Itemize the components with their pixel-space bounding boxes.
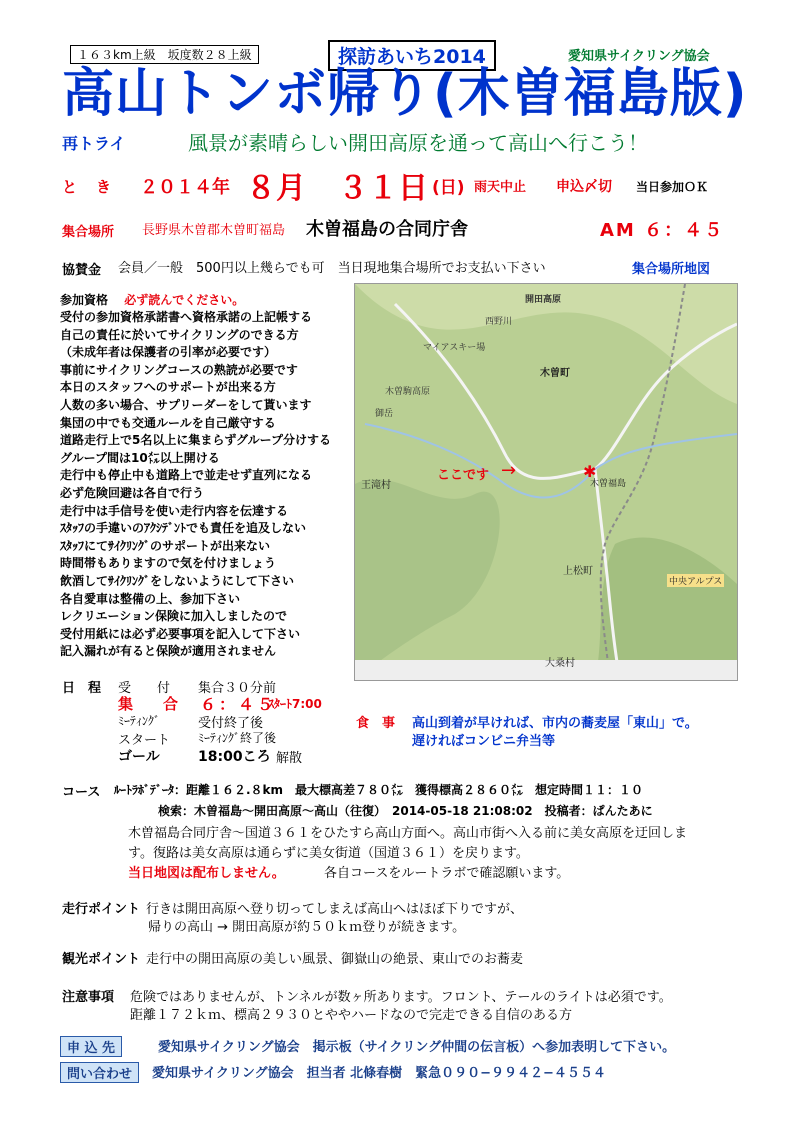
date-month: ８月 [246, 171, 306, 206]
grade-badge: １６３km上級 坂度数２８上級 [70, 45, 259, 64]
schedule-label: 日 程 [62, 681, 102, 696]
star-marker-icon: ✱ [583, 462, 597, 481]
rule-line: 飲酒してｻｲｸﾘﾝｸﾞをしないようにして下さい [60, 573, 295, 588]
rule-line: 時間帯もありますので気を付けましょう [60, 556, 277, 571]
meet-time: AM ６：４５ [600, 220, 725, 241]
sched-r2a: 集 合 [118, 695, 179, 713]
ride-point-label: 走行ポイント [62, 902, 141, 917]
meet-place: 木曽福島の合同庁舎 [306, 219, 468, 240]
meal-label: 食 事 [356, 716, 396, 731]
date-day: ３１日 [338, 171, 428, 206]
sched-r1a: 受 付 [118, 681, 171, 696]
sched-r5b: 18:00ころ [198, 749, 271, 765]
rule-line: レクリエーション保険に加入しましたので [60, 609, 288, 624]
meal-line-1: 高山到着が早ければ、市内の蕎麦屋「東山」で。 [412, 716, 698, 731]
view-point-label: 観光ポイント [62, 952, 141, 967]
course-desc-2: す。復路は美女高原は通らずに美女街道（国道３６１）を戻ります。 [128, 846, 529, 861]
deadline-label: 申込〆切 [556, 179, 612, 195]
sched-r4a: スタート [118, 733, 171, 748]
caution-1: 危険ではありませんが、トンネルが数ヶ所あります。フロント、テールのライトは必須です。 [130, 990, 672, 1005]
contact-label: 問い合わせ [60, 1062, 139, 1083]
meeting-map[interactable] [354, 283, 738, 681]
map-place-10: マイアスキー場 [423, 343, 486, 353]
arrow-right-icon: → [501, 460, 517, 481]
rule-line: 走行中も停止中も道路上で並走せず直列になる [60, 468, 313, 483]
sched-r5a: ゴール [118, 749, 160, 765]
caution-label: 注意事項 [62, 990, 115, 1005]
map-label: 集合場所地図 [632, 262, 711, 277]
rule-line: 本日のスタッフへのサポートが出来る方 [60, 380, 276, 395]
check-note: 各自コースをルートラボで確認願います。 [324, 866, 570, 881]
map-place-6: 上松町 [563, 566, 593, 577]
map-place-5: 王滝村 [361, 480, 391, 491]
course-label: コース [62, 785, 101, 800]
rules-list [60, 309, 331, 661]
sched-r3b: 受付終了後 [198, 716, 264, 731]
map-place-11: 木曽駒高原 [385, 387, 431, 397]
map-place-8: 中央アルプス [667, 574, 724, 587]
rule-line: 事前にサイクリングコースの熟読が必要です [60, 362, 298, 377]
meal-line-2: 遅ければコンビニ弁当等 [412, 734, 556, 749]
apply-label: 申 込 先 [60, 1036, 122, 1057]
rule-line: 道路走行上で5名以上に集まらずグループ分けする [60, 433, 332, 448]
course-search: 検索：木曽福島～開田高原～高山（往復） 2014-05-18 21:08:02 投稿者：ぱんたあに [158, 804, 653, 818]
rule-line: 人数の多い場合、サプリーダーをして貰います [60, 397, 312, 412]
fee-label: 協賛金 [62, 263, 102, 278]
sched-r3a: ﾐｰﾃｨﾝｸﾞ [118, 714, 161, 728]
map-place-2: 西野川 [485, 317, 513, 327]
rule-line: 受付用紙には必ず必要事項を記入して下さい [60, 626, 301, 641]
date-label: と き [62, 178, 114, 196]
rule-line: ｽﾀｯﾌの手違いのｱｸｼﾃﾞﾝﾄでも責任を追及しない [60, 521, 307, 536]
rule-line: 必ず危険回避は各自で行う [60, 485, 205, 500]
page-title: 高山トンボ帰り(木曽福島版) [62, 64, 748, 124]
rule-line: 受付の参加資格承諾書へ資格承諾の上記帳する [60, 310, 313, 324]
map-place-1: 開田高原 [525, 295, 562, 305]
rules-head: 参加資格 [60, 293, 109, 307]
ride-point-1: 行きは開田高原へ登り切ってしまえば高山へはほぼ下りですが、 [146, 902, 524, 917]
view-point: 走行中の開田高原の美しい風景、御嶽山の絶景、東山でのお蕎麦 [146, 952, 524, 967]
map-place-9: 木曽福島 [590, 479, 627, 489]
contact-text: 愛知県サイクリング協会 担当者 北條春樹 緊急０９０−９９４２−４５５４ [152, 1066, 606, 1081]
meet-label: 集合場所 [62, 225, 115, 240]
map-place-4: 御岳 [375, 409, 394, 419]
apply-text: 愛知県サイクリング協会 掲示板（サイクリング仲間の伝言板）へ参加表明して下さい。 [158, 1040, 676, 1055]
map-place-7: 大桑村 [545, 658, 575, 669]
sched-r5c: 解散 [276, 751, 303, 766]
rules-heading [60, 291, 244, 308]
date-year: ２０１４年 [140, 177, 230, 198]
rain-note: 雨天中止 [474, 180, 527, 195]
sched-r2b: ６：４５ [200, 695, 277, 714]
sched-r4b: ﾐｰﾃｨﾝｸﾞ終了後 [198, 731, 277, 745]
rule-line: （未成年者は保護者の引率が必要です） [60, 345, 277, 360]
date-weekday: (日) [432, 178, 465, 198]
same-day-note: 当日参加ＯＫ [636, 180, 709, 194]
rule-line: グループ間は10㍍以上開ける [60, 450, 220, 465]
sched-r1b: 集合３０分前 [198, 681, 277, 696]
series-badge: 探訪あいち2014 [328, 40, 496, 71]
rule-line: 自己の責任に於いてサイクリングのできる方 [60, 327, 299, 342]
rule-line: 集団の中でも交通ルールを自己厳守する [60, 415, 276, 430]
no-map-note: 当日地図は配布しません。 [128, 866, 285, 881]
here-label: ここです [437, 468, 490, 483]
course-desc-1: 木曽福島合同庁舎～国道３６１をひたすら高山方面へ。高山市街へ入る前に美女高原を迂回しま [128, 826, 688, 841]
rule-line: 各自愛車は整備の上、参加下さい [60, 591, 241, 606]
sched-r2c: ｽﾀｰﾄ7:00 [268, 697, 322, 711]
map-graphic [355, 284, 737, 680]
meet-address: 長野県木曽郡木曽町福島 [142, 223, 286, 238]
retry-label: 再トライ [62, 134, 126, 153]
rule-line: 走行中は手信号を使い走行内容を伝達する [60, 503, 289, 518]
course-data: ﾙｰﾄﾗﾎﾞﾃﾞｰﾀ：距離１６２.８km 最大標高差７８０㍍ 獲得標高２８６０㍍ 想定時間１１：１０ [114, 783, 644, 797]
rules-must: 必ず読んでください。 [124, 293, 245, 307]
subtitle: 風景が素晴らしい開田高原を通って高山へ行こう！ [188, 131, 648, 155]
org-name: 愛知県サイクリング協会 [568, 49, 710, 64]
caution-2: 距離１７２ｋｍ、標高２９３０とややハードなので完走できる自信のある方 [130, 1008, 573, 1023]
rule-line: 記入漏れが有ると保険が適用されません [60, 644, 277, 659]
rule-line: ｽﾀｯﾌにてｻｲｸﾘﾝｸﾞのサポートが出来ない [60, 538, 271, 553]
fee-text: 会員／一般 500円以上幾らでも可 当日現地集合場所でお支払い下さい [118, 261, 546, 276]
map-place-3: 木曽町 [540, 368, 570, 379]
ride-point-2: 帰りの高山 → 開田高原が約５０ｋｍ登りが続きます。 [148, 920, 466, 935]
